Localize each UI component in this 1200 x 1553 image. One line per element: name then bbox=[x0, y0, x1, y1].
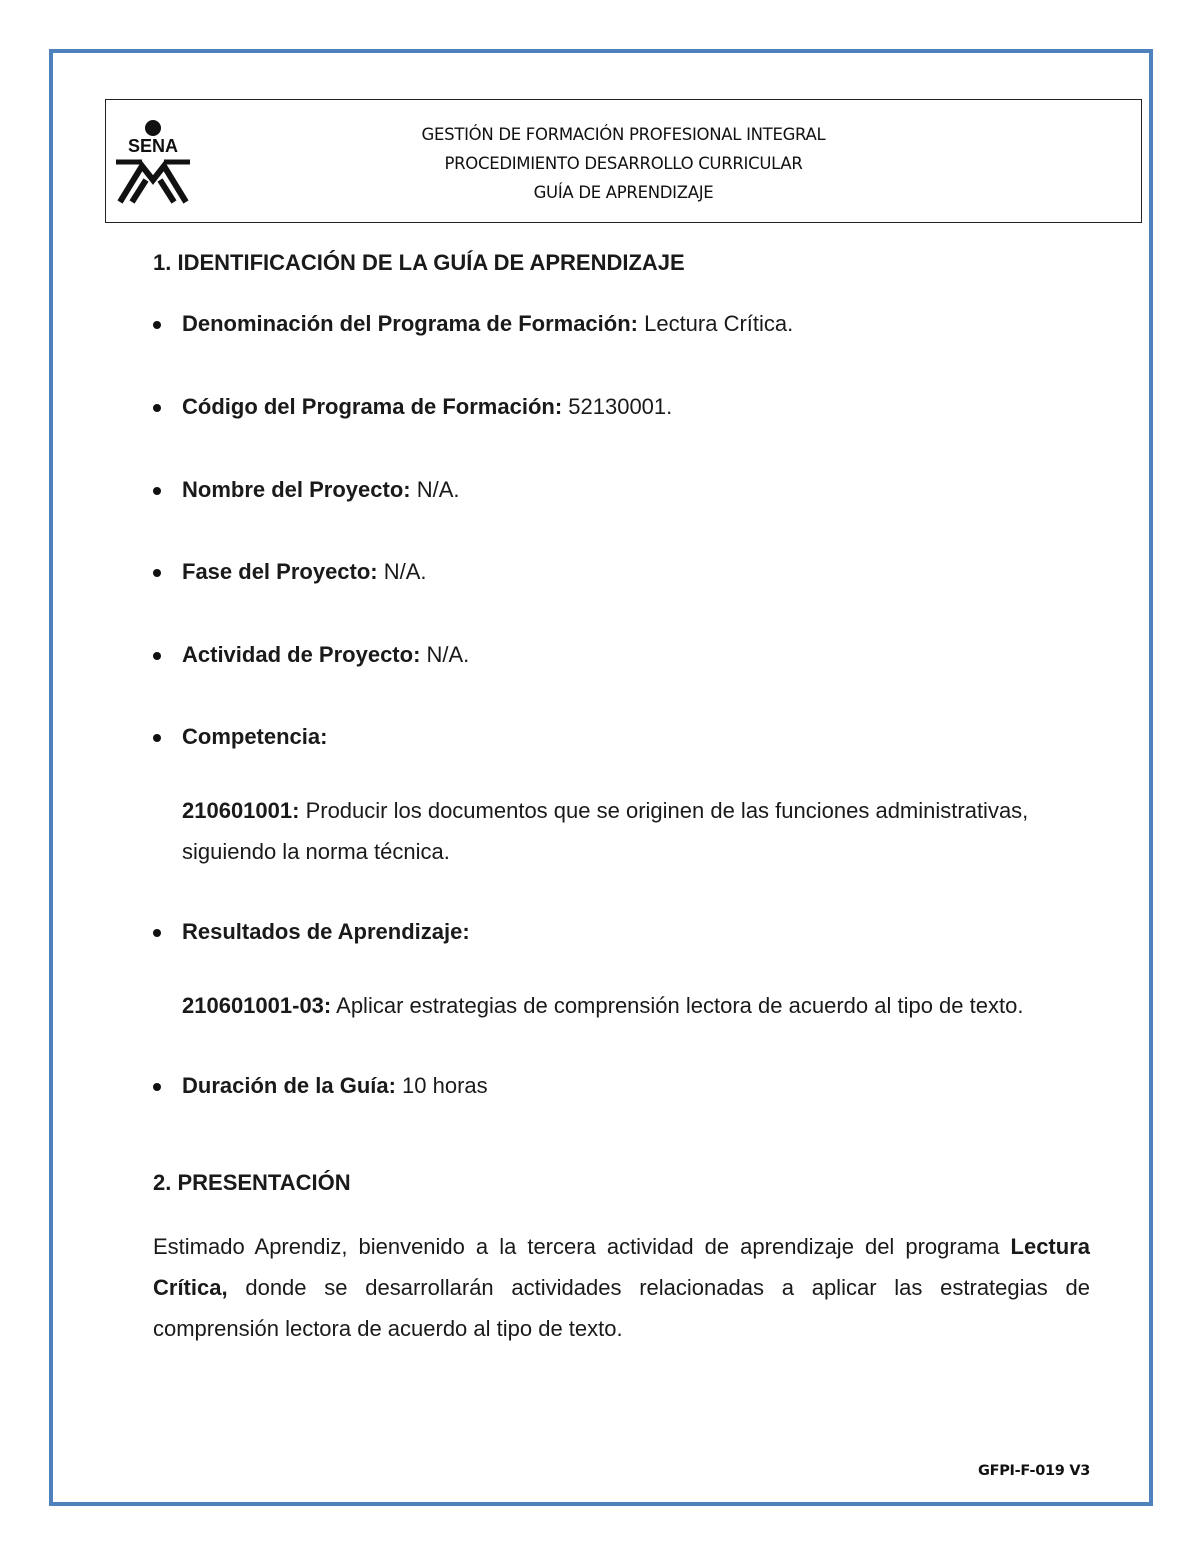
bullet-icon bbox=[153, 321, 161, 329]
bullet-icon bbox=[153, 404, 161, 412]
section-1-title: 1. IDENTIFICACIÓN DE LA GUÍA DE APRENDIZAJE bbox=[153, 250, 685, 275]
resultado-detail: 210601001-03: Aplicar estrategias de comprensión lectora de acuerdo al tipo de texto. bbox=[182, 993, 1024, 1018]
list-item: Duración de la Guía: 10 horas bbox=[182, 1073, 488, 1099]
form-code: GFPI-F-019 V3 bbox=[978, 1463, 1091, 1479]
header-line-3: GUÍA DE APRENDIZAJE bbox=[533, 183, 714, 202]
header-title-block bbox=[106, 120, 1141, 207]
document-header bbox=[105, 99, 1142, 223]
bullet-icon bbox=[153, 1083, 161, 1091]
header-line-1: GESTIÓN DE FORMACIÓN PROFESIONAL INTEGRAL bbox=[421, 125, 826, 144]
list-item: Fase del Proyecto: N/A. bbox=[182, 559, 427, 585]
list-item: Actividad de Proyecto: N/A. bbox=[182, 642, 469, 668]
bullet-icon bbox=[153, 487, 161, 495]
bullet-icon bbox=[153, 569, 161, 577]
section-2-title: 2. PRESENTACIÓN bbox=[153, 1170, 351, 1195]
presentation-paragraph: Estimado Aprendiz, bienvenido a la tercera actividad de aprendizaje del programa Lectura Crítica, donde se desarrollarán actividades relacionadas a aplicar las estrategias de comprensión lectora de acuerdo al tipo de texto. bbox=[153, 1234, 1090, 1341]
svg-text:SENA: SENA bbox=[127, 136, 179, 156]
competencia-detail: 210601001: Producir los documentos que se originen de las funciones administrativas, siguiendo la norma técnica. bbox=[182, 798, 1029, 864]
header-line-2: PROCEDIMIENTO DESARROLLO CURRICULAR bbox=[444, 154, 803, 173]
list-item: Competencia: bbox=[182, 724, 327, 750]
bullet-icon bbox=[153, 734, 161, 742]
list-item: Denominación del Programa de Formación: Lectura Crítica. bbox=[182, 311, 793, 337]
list-item: Resultados de Aprendizaje: bbox=[182, 919, 470, 945]
list-item: Nombre del Proyecto: N/A. bbox=[182, 477, 460, 503]
list-item: Código del Programa de Formación: 52130001. bbox=[182, 394, 672, 420]
bullet-icon bbox=[153, 929, 161, 937]
bullet-icon bbox=[153, 652, 161, 660]
